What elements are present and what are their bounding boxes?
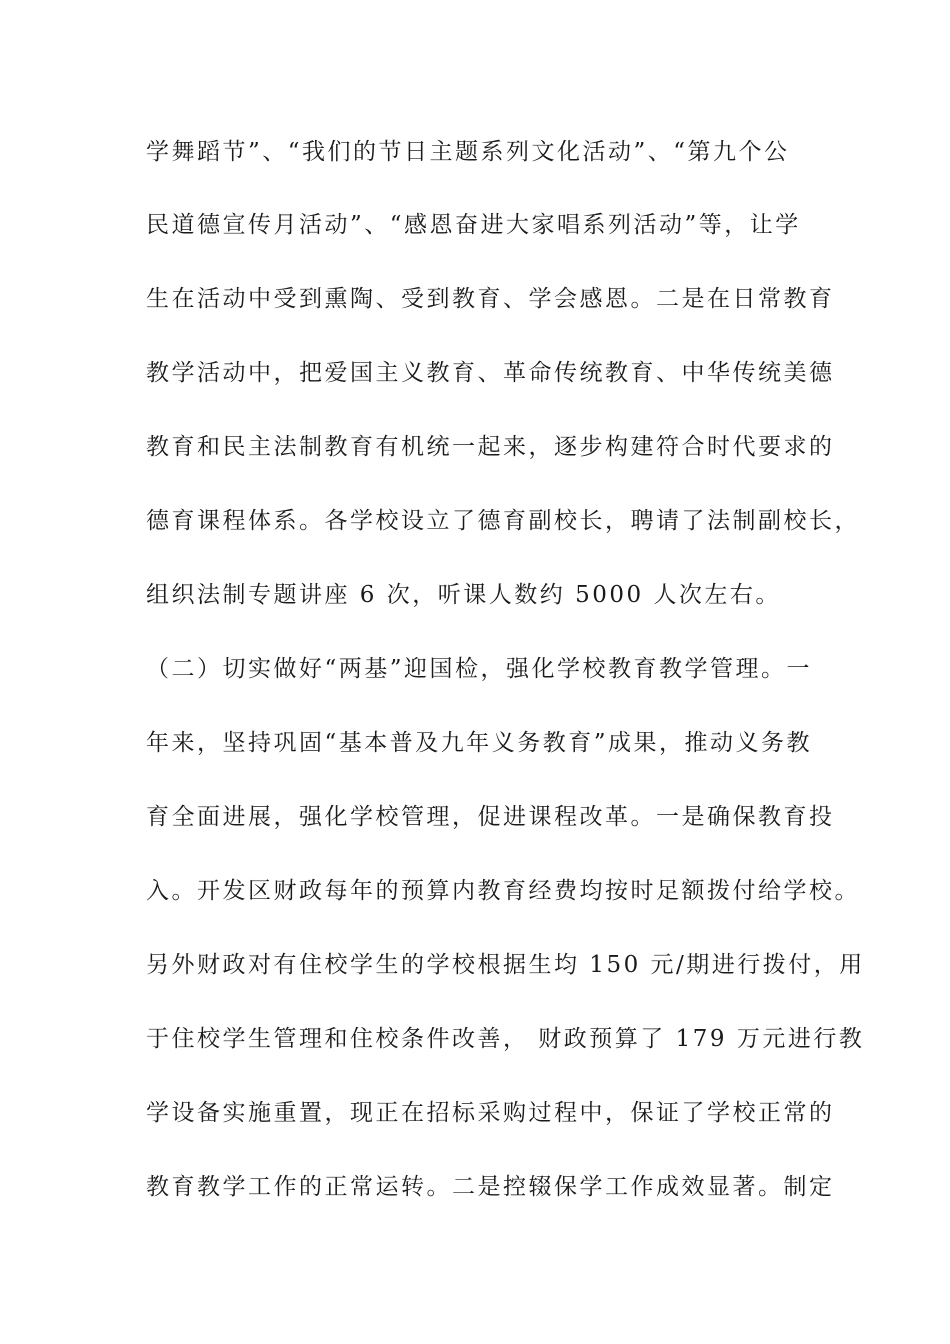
text-line: 入。开发区财政每年的预算内教育经费均按时足额拨付给学校。 — [146, 878, 860, 904]
text-line: 学设备实施重置，现正在招标采购过程中，保证了学校正常的 — [146, 1100, 835, 1126]
text-line: 另外财政对有住校学生的学校根据生均 150 元/期进行拨付，用 — [146, 952, 865, 978]
text-line: 教学活动中，把爱国主义教育、革命传统教育、中华传统美德 — [146, 360, 835, 386]
text-line: 育全面进展，强化学校管理，促进课程改革。一是确保教育投 — [146, 804, 835, 830]
text-line: 德育课程体系。各学校设立了德育副校长，聘请了法制副校长， — [146, 508, 860, 534]
text-line: 民道德宣传月活动”、“感恩奋进大家唱系列活动”等，让学 — [146, 212, 801, 238]
text-line: 生在活动中受到熏陶、受到教育、学会感恩。二是在日常教育 — [146, 286, 835, 312]
text-line: 于住校学生管理和住校条件改善， 财政预算了 179 万元进行教 — [146, 1026, 865, 1052]
text-line: 教育和民主法制教育有机统一起来，逐步构建符合时代要求的 — [146, 434, 835, 460]
section-heading-line: （二）切实做好“两基”迎国检，强化学校教育教学管理。一 — [146, 656, 813, 682]
text-line: 学舞蹈节”、“我们的节日主题系列文化活动”、“第九个公 — [146, 139, 790, 165]
text-line: 年来，坚持巩固“基本普及九年义务教育”成果，推动义务教 — [146, 730, 813, 756]
text-line: 教育教学工作的正常运转。二是控辍保学工作成效显著。制定 — [146, 1174, 835, 1200]
text-line: 组织法制专题讲座 6 次，听课人数约 5000 人次左右。 — [146, 582, 781, 608]
